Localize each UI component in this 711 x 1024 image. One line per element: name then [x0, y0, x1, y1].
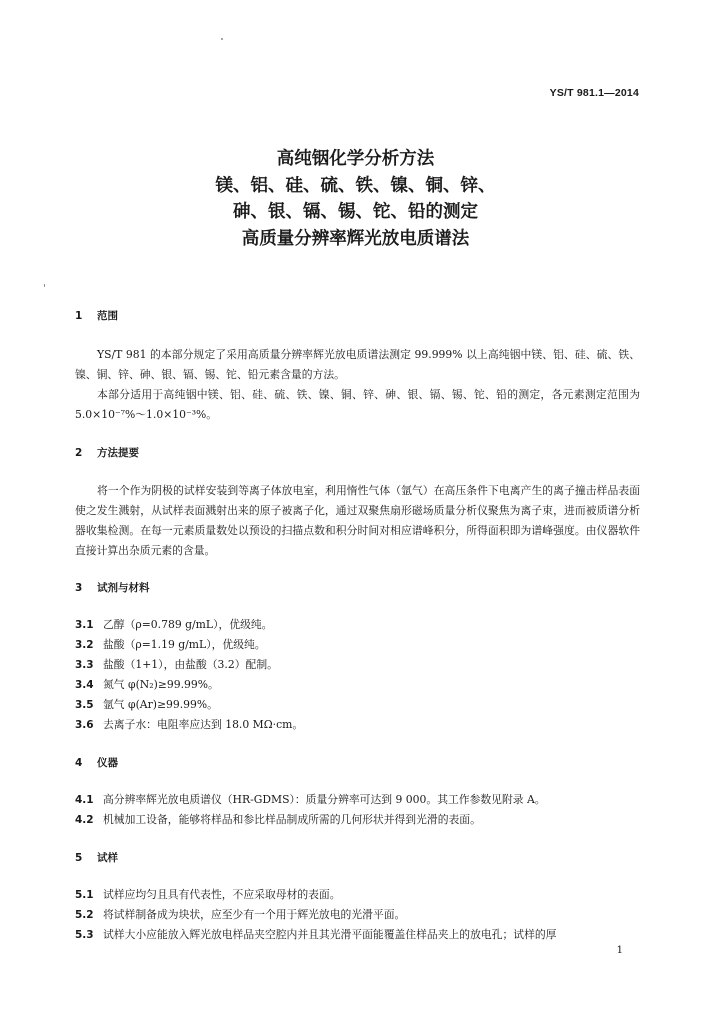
section-heading-sample [75, 850, 118, 865]
item-text: 氩气 φ(Ar)≥99.99%。 [103, 698, 218, 711]
item-text: 氮气 φ(N₂)≥99.99%。 [103, 678, 219, 691]
list-item [75, 697, 640, 712]
section-heading-scope [75, 308, 118, 323]
title-line: 高纯铟化学分析方法 [276, 149, 435, 169]
section-number: 4 [75, 757, 83, 769]
section-heading-apparatus [75, 755, 118, 770]
item-text: 高分辨率辉光放电质谱仪（HR-GDMS）：质量分辨率可达到 9 000。其工作参数见附录 A。 [103, 793, 546, 806]
scan-speck [221, 38, 223, 40]
paragraph: 本部分适用于高纯铟中镁、铝、硅、硫、铁、镍、铜、锌、砷、银、镉、锡、铊、铅的测定，各元素测定范围为 5.0×10⁻⁷%～1.0×10⁻³%。 [75, 388, 640, 421]
section-title: 试剂与材料 [97, 582, 150, 594]
item-number: 5.1 [75, 889, 94, 901]
item-text: 乙醇（ρ=0.789 g/mL），优级纯。 [103, 618, 273, 631]
item-number: 4.1 [75, 794, 94, 806]
list-item [75, 792, 640, 807]
item-number: 3.6 [75, 719, 94, 731]
item-number: 3.5 [75, 699, 94, 711]
list-item [75, 927, 640, 942]
item-number: 3.4 [75, 679, 94, 691]
list-item [75, 617, 640, 632]
title-line: 砷、银、镉、锡、铊、铅的测定 [233, 202, 478, 222]
section-title: 方法提要 [97, 447, 139, 459]
item-text: 机械加工设备，能够将样品和参比样品制成所需的几何形状并得到光滑的表面。 [103, 813, 481, 826]
document-title [0, 146, 711, 252]
section-number: 2 [75, 447, 83, 459]
section-number: 3 [75, 582, 83, 594]
paragraph: YS/T 981 的本部分规定了采用高质量分辨率辉光放电质谱法测定 99.999% 以上高纯铟中镁、铝、硅、硫、铁、镍、铜、锌、砷、银、镉、锡、铊、铅元素含量的方法。 [75, 348, 640, 381]
list-item [75, 812, 640, 827]
item-number: 3.1 [75, 619, 94, 631]
list-item [75, 657, 640, 672]
item-text: 试样应均匀且具有代表性，不应采取母材的表面。 [103, 888, 341, 901]
list-item [75, 677, 640, 692]
page-number: 1 [616, 945, 623, 956]
item-text: 将试样制备成为块状，应至少有一个用于辉光放电的光滑平面。 [103, 908, 406, 921]
item-text: 盐酸（ρ=1.19 g/mL），优级纯。 [103, 638, 266, 651]
item-number: 3.3 [75, 659, 94, 671]
title-line: 镁、铝、硅、硫、铁、镍、铜、锌、 [215, 175, 496, 196]
list-item [75, 637, 640, 652]
item-number: 5.2 [75, 909, 94, 921]
list-item [75, 887, 640, 902]
section-heading-method-summary [75, 445, 139, 460]
section-heading-reagents [75, 580, 150, 595]
section-title: 范围 [97, 310, 118, 322]
standard-code: YS/T 981.1—2014 [549, 87, 639, 99]
item-text: 试样大小应能放入辉光放电样品夹空腔内并且其光滑平面能覆盖住样品夹上的放电孔；试样的厚 [103, 928, 557, 941]
item-number: 4.2 [75, 814, 94, 826]
scan-speck [44, 284, 45, 287]
title-line: 高质量分辨率辉光放电质谱法 [241, 228, 470, 249]
paragraph: 将一个作为阴极的试样安装到等离子体放电室，利用惰性气体（氩气）在高压条件下电离产生的离子撞击样品表面使之发生溅射，从试样表面溅射出来的原子被离子化，通过双聚焦扇形磁场质量分析仪聚焦为离子束，进而被质谱分析器收集检测。在每一元素质量数处以预设的扫描点数和积分时间对相应谱峰积分，所得面积即为谱峰强度。由仪器软件直接计算出杂质元素的含量。 [75, 484, 640, 557]
section-title: 仪器 [97, 757, 118, 769]
item-text: 去离子水：电阻率应达到 18.0 MΩ·cm。 [103, 718, 304, 731]
list-item [75, 907, 640, 922]
section-number: 5 [75, 852, 83, 864]
section-number: 1 [75, 310, 83, 322]
item-number: 3.2 [75, 639, 94, 651]
section-title: 试样 [97, 852, 118, 864]
list-item [75, 717, 640, 732]
item-number: 5.3 [75, 929, 94, 941]
item-text: 盐酸（1+1），由盐酸（3.2）配制。 [103, 658, 278, 671]
